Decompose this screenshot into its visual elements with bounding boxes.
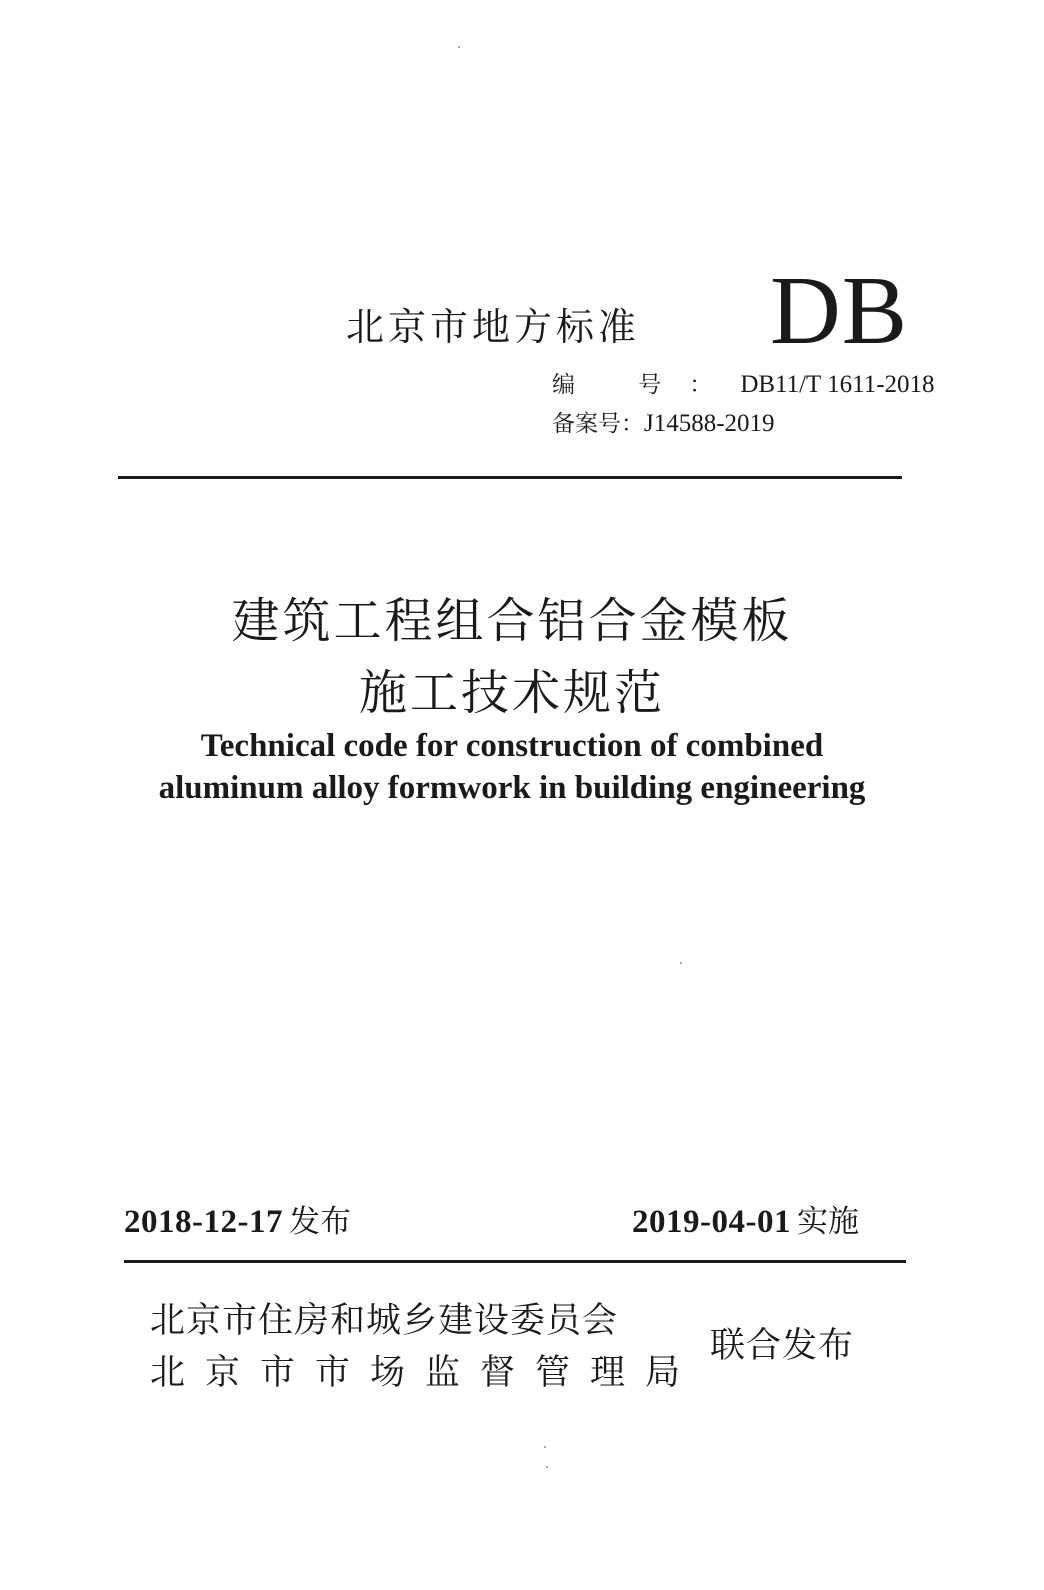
effective-date-value: 2019-04-01 bbox=[632, 1204, 791, 1240]
scan-speck bbox=[458, 46, 460, 48]
scan-speck bbox=[546, 1466, 548, 1468]
filing-number-value: J14588-2019 bbox=[644, 410, 775, 437]
issuer-org2: 北京市市场监督管理局 bbox=[150, 1353, 701, 1393]
title-en-line2: aluminum alloy formwork in building engineering bbox=[158, 770, 866, 806]
title-zh-line2: 施工技术规范 bbox=[358, 665, 665, 721]
issue-date bbox=[124, 1196, 351, 1241]
top-divider bbox=[118, 476, 902, 479]
standard-code-label: 编 号： bbox=[552, 372, 741, 398]
issuer-org1: 北京市住房和城乡建设委员会 bbox=[150, 1301, 619, 1341]
bottom-divider bbox=[124, 1260, 906, 1263]
issue-date-value: 2018-12-17 bbox=[124, 1204, 283, 1240]
effective-date bbox=[632, 1196, 859, 1241]
scan-speck bbox=[680, 962, 682, 964]
title-en-line1: Technical code for construction of combined bbox=[200, 728, 824, 764]
effective-date-word: 实施 bbox=[796, 1204, 859, 1240]
joint-issue-label: 联合发布 bbox=[710, 1326, 855, 1366]
standard-code-value: DB11/T 1611-2018 bbox=[740, 371, 935, 398]
filing-number-row bbox=[552, 405, 775, 438]
standard-mark: DB bbox=[770, 257, 909, 365]
title-zh-line1: 建筑工程组合铝合金模板 bbox=[231, 593, 793, 649]
standard-code-row bbox=[552, 366, 935, 399]
issue-date-word: 发布 bbox=[288, 1204, 351, 1240]
scan-speck bbox=[544, 1446, 546, 1448]
filing-number-label: 备案号： bbox=[552, 411, 644, 437]
standard-type: 北京市地方标准 bbox=[346, 305, 641, 349]
